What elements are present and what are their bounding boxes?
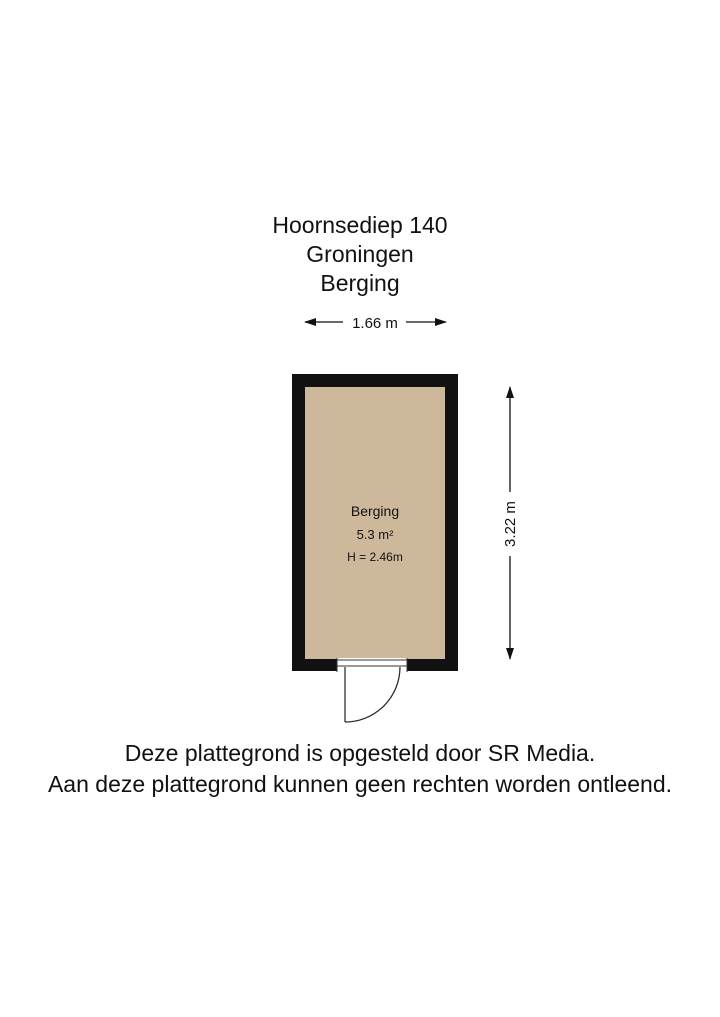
floor-title: Berging xyxy=(320,270,400,296)
depth-label: 3.22 m xyxy=(502,501,519,547)
address-title: Hoornsediep 140 xyxy=(272,212,448,238)
disclaimer-line-2: Aan deze plattegrond kunnen geen rechten worden ontleend. xyxy=(47,771,673,797)
room-height: H = 2.46m xyxy=(347,550,403,564)
width-label: 1.66 m xyxy=(352,315,398,332)
door-swing-arc xyxy=(345,667,400,722)
depth-dimension xyxy=(502,387,519,659)
disclaimer xyxy=(0,738,720,800)
door xyxy=(337,658,407,722)
city-title: Groningen xyxy=(306,241,414,267)
disclaimer-line-1: Deze plattegrond is opgesteld door SR Media. xyxy=(124,740,596,766)
room-floor xyxy=(305,387,445,659)
room-area: 5.3 m² xyxy=(356,527,394,542)
room-name: Berging xyxy=(350,503,400,519)
width-dimension xyxy=(305,315,446,332)
